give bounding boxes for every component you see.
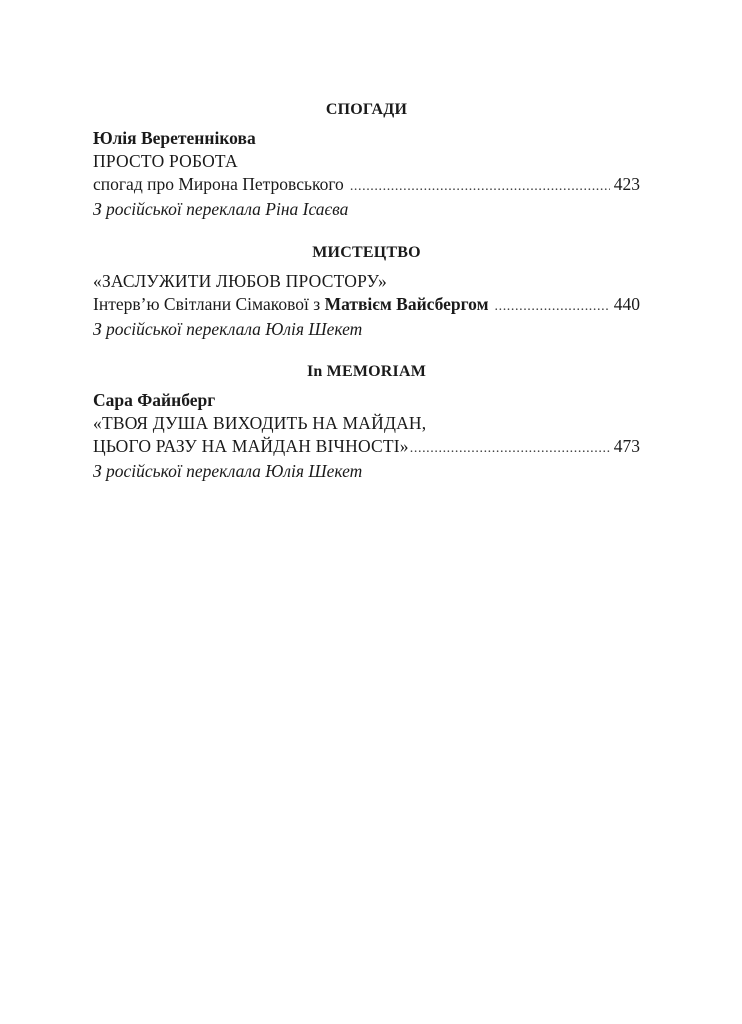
entry-author: Юлія Веретеннікова — [93, 128, 256, 148]
entry-description — [93, 293, 489, 316]
entry-description-prefix: Інтерв’ю Світлани Сімакової з — [93, 294, 321, 314]
section-heading: СПОГАДИ — [325, 101, 408, 118]
toc-entry — [93, 127, 640, 221]
page-number: 440 — [613, 294, 640, 314]
page-number: 423 — [613, 174, 640, 194]
entry-description: спогад про Мирона Петровського — [93, 174, 344, 194]
entry-description-line — [93, 173, 640, 198]
entry-translator: З російської переклала Юлія Шекет — [93, 461, 363, 481]
entry-title: «ТВОЯ ДУША ВИХОДИТЬ НА МАЙДАН, — [93, 413, 427, 433]
section-heading: In MEMORIAM — [306, 363, 427, 380]
entry-translator: З російської переклала Ріна Ісаєва — [93, 199, 349, 219]
toc-entry — [93, 389, 640, 483]
entry-title: «ЗАСЛУЖИТИ ЛЮБОВ ПРОСТОРУ» — [93, 271, 388, 291]
entry-author: Сара Файнберг — [93, 390, 216, 410]
table-of-contents — [93, 99, 640, 483]
toc-entry — [93, 270, 640, 341]
page-number: 473 — [613, 436, 640, 456]
entry-interviewee: Матвієм Вайсбергом — [324, 294, 489, 314]
dot-leader — [495, 295, 610, 318]
section-heading: МИСТЕЦТВО — [312, 244, 421, 261]
entry-description-line — [93, 293, 640, 318]
entry-translator: З російської переклала Юлія Шекет — [93, 319, 363, 339]
dot-leader — [350, 175, 610, 198]
entry-title-continued: ЦЬОГО РАЗУ НА МАЙДАН ВІЧНОСТІ» — [93, 436, 409, 456]
dot-leader — [410, 437, 610, 460]
entry-title: ПРОСТО РОБОТА — [93, 151, 238, 171]
entry-title-line — [93, 435, 640, 460]
